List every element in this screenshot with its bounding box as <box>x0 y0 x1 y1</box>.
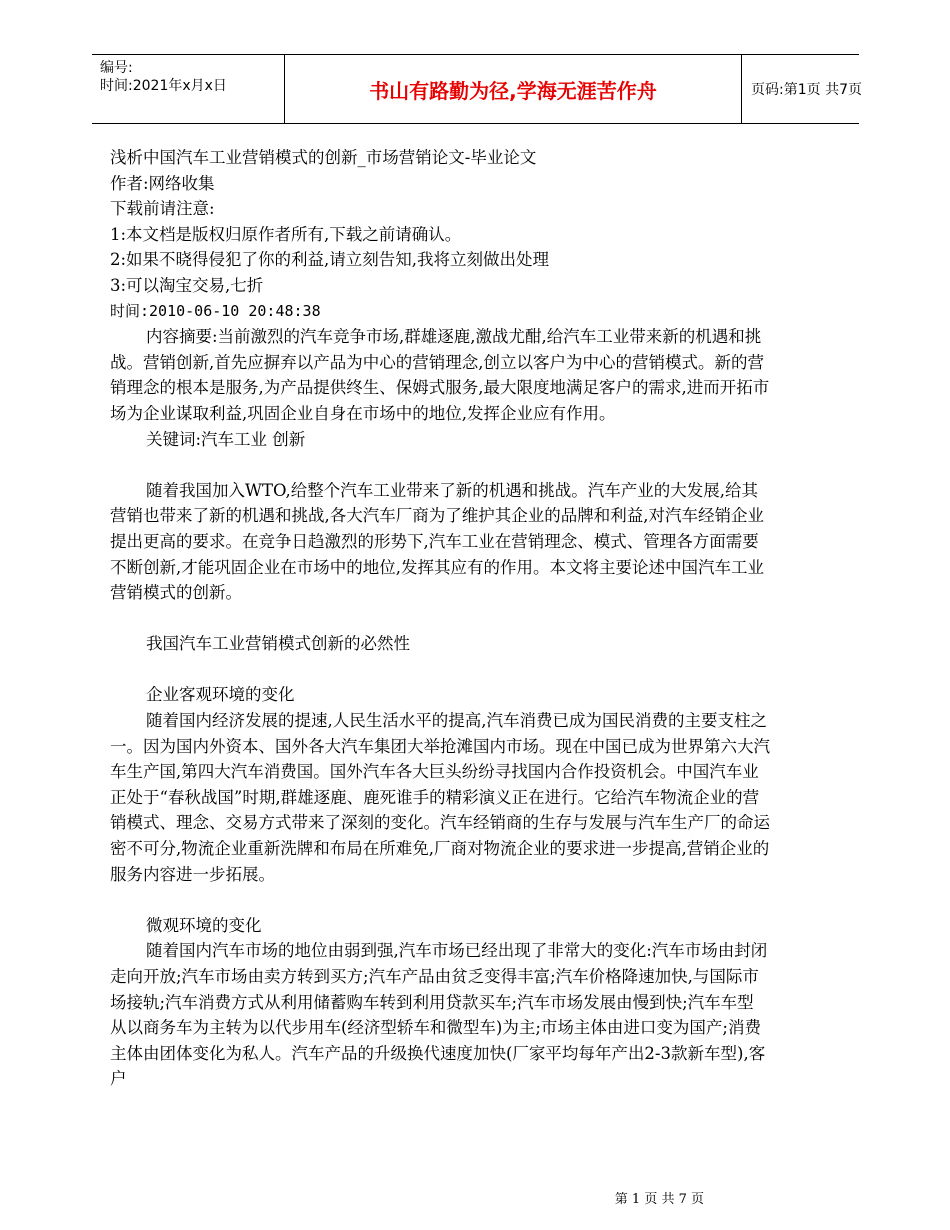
doc-time: 时间:2010-06-10 20:48:38 <box>110 301 321 320</box>
footer-page-number: 第 1 页 共 7 页 <box>614 1192 704 1207</box>
spacer <box>110 887 770 913</box>
header-motto: 书山有路勤为径,学海无涯苦作舟 <box>284 55 742 123</box>
doc-title: 浅析中国汽车工业营销模式的创新_市场营销论文-毕业论文 <box>110 148 537 167</box>
notice-title: 下载前请注意: <box>110 199 215 219</box>
notice-item-3: 3:可以淘宝交易,七折 <box>110 275 264 295</box>
notice-item-2: 2:如果不晓得侵犯了你的利益,请立刻告知,我将立刻做出处理 <box>110 250 550 270</box>
number-label: 编号: <box>100 60 133 76</box>
abstract-paragraph: 内容摘要:当前激烈的汽车竞争市场,群雄逐鹿,激战尤酣,给汽车工业带来新的机遇和挑战。营销创新,首先应摒弃以产品为中心的营销理念,创立以客户为中心的营销模式。新的营销理念的根本是服务,为产品提供终生、保姆式服务,最大限度地满足客户的需求,进而开拓市场为企业谋取利益,巩固企业自身在市场中的地位,发挥企业应有作用。 <box>110 327 770 423</box>
keywords: 关键词:汽车工业 创新 <box>146 429 306 449</box>
header-meta <box>92 55 284 123</box>
document-body <box>110 145 770 1092</box>
intro-paragraph: 随着我国加入WTO,给整个汽车工业带来了新的机遇和挑战。汽车产业的大发展,给其营销也带来了新的机遇和挑战,各大汽车厂商为了维护其企业的品牌和利益,对汽车经销企业提出更高的要求。在竞争日趋激烈的形势下,汽车工业在营销理念、模式、管理各方面需要不断创新,才能巩固企业在市场中的地位,发挥其应有的作用。本文将主要论述中国汽车工业营销模式的创新。 <box>110 480 764 603</box>
spacer <box>110 452 770 478</box>
spacer <box>110 657 770 683</box>
page-footer <box>0 1188 950 1207</box>
body-paragraph: 随着国内汽车市场的地位由弱到强,汽车市场已经出现了非常大的变化:汽车市场由封闭走向开放;汽车市场由卖方转到买方;汽车产品由贫乏变得丰富;汽车价格降速加快,与国际市场接轨;汽车消费方式从利用储蓄购车转到利用贷款买车;汽车市场发展由慢到快;汽车车型从以商务车为主转为以代步用车(经济型轿车和微型车)为主;市场主体由进口变为国产;消费主体由团体变化为私人。汽车产品的升级换代速度加快(厂家平均每年产出2-3款新车型),客户 <box>110 941 768 1089</box>
page-header <box>92 54 862 124</box>
body-paragraph: 随着国内经济发展的提速,人民生活水平的提高,汽车消费已成为国民消费的主要支柱之一。因为国内外资本、国外各大汽车集团大举抢滩国内市场。现在中国已成为世界第六大汽车生产国,第四大汽车消费国。国外汽车各大巨头纷纷寻找国内合作投资机会。中国汽车业正处于“春秋战国”时期,群雄逐鹿、鹿死谁手的精彩演义正在进行。它给汽车物流企业的营销模式、理念、交易方式带来了深刻的变化。汽车经销商的生存与发展与汽车生产厂的命运密不可分,物流企业重新洗牌和布局在所难免,厂商对物流企业的要求进一步提高,营销企业的服务内容进一步拓展。 <box>110 711 770 884</box>
spacer <box>110 606 770 632</box>
doc-author: 作者:网络收集 <box>110 173 215 193</box>
notice-item-1: 1:本文档是版权归原作者所有,下载之前请确认。 <box>110 224 462 244</box>
subsection-heading: 微观环境的变化 <box>146 915 262 935</box>
header-page-info: 页码:第1页 共7页 <box>751 82 862 98</box>
subsection-heading: 企业客观环境的变化 <box>146 685 295 705</box>
time-label: 时间:2021年x月x日 <box>100 78 227 94</box>
section-heading: 我国汽车工业营销模式创新的必然性 <box>146 634 410 654</box>
